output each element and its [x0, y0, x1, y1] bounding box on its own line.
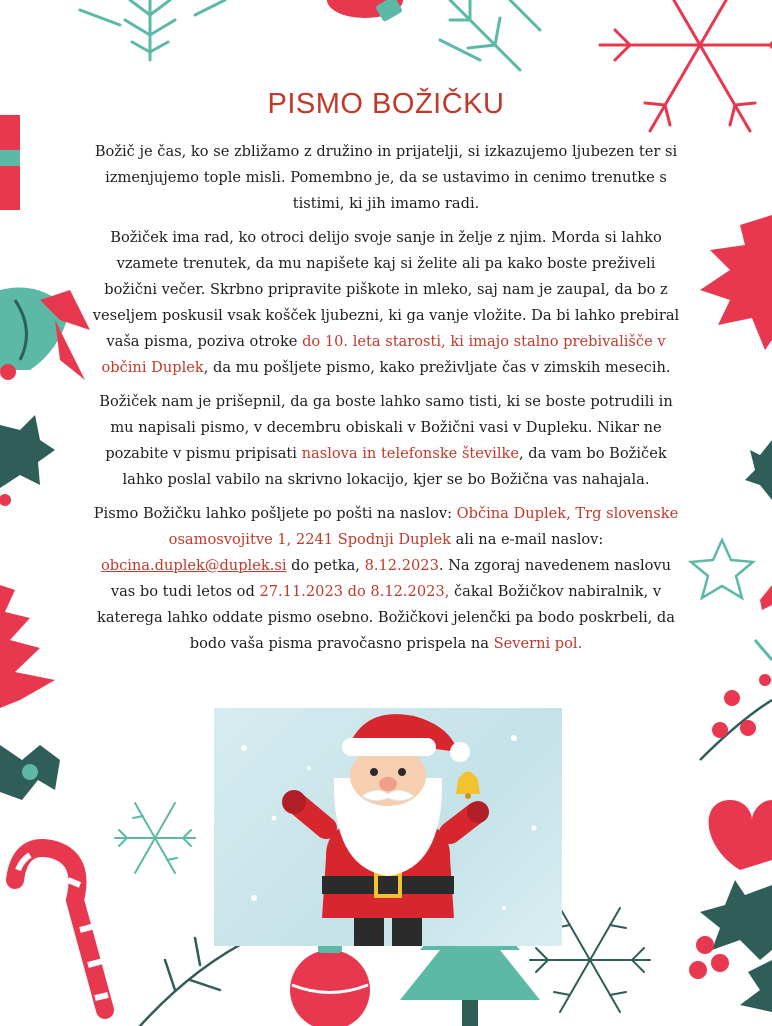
bow-icon: [0, 745, 60, 800]
destination-highlight: Severni pol.: [493, 635, 583, 652]
paragraph-send-instructions: [88, 501, 684, 657]
email-link[interactable]: obcina.duplek@duplek.si: [100, 557, 287, 574]
paragraph-invitation: [88, 225, 684, 381]
snowflake-icon: [80, 0, 225, 60]
page-title: PISMO BOŽIČKU: [267, 88, 505, 120]
paragraph-text: , da mu pošljete pismo, kako preživljate čas v zimskih mesecih.: [203, 359, 671, 376]
snowflake-icon: [440, 0, 540, 70]
snowflake-icon: [115, 803, 195, 873]
paragraph-text: čakal Božičkov nabiralnik, v katerega lahko oddate pismo osebno. Božičkovi jelenčki pa bodo poskrbeli, da bodo vaša pisma pravočasno prispela na: [97, 583, 675, 652]
candy-cane-icon: [15, 848, 108, 1010]
paragraph-text: Božiček ima rad, ko otroci delijo svoje sanje in želje z njim. Morda si lahko vzamete trenutek, da mu napišete kaj si želite ali pa kako boste preživeli božični večer. Skrbno pripravite piškote in mleko, saj nam je zaupal, da bo z veseljem poskusil vsak košček ljubezni, ki ga vanje vložite. Da bi lahko prebiral vaša pisma, poziva otroke: [92, 229, 680, 350]
paragraph-text: . Na zgoraj navedenem naslovu vas bo tudi letos od: [110, 557, 672, 600]
contact-info-highlight: naslova in telefonske številke: [301, 445, 519, 462]
ornament-icon: [327, 0, 403, 22]
ornament-icon: [290, 935, 370, 1026]
santa-illustration: [214, 708, 562, 946]
paragraph-text: do petka,: [286, 557, 365, 574]
paragraph-text: Božiček nam je prišepnil, da ga boste lahko samo tisti, ki se boste potrudili in mu napisali pismo, v decembru obiskali v Božični vasi v Dupleku. Nikar ne pozabite v pismu pripisati: [99, 393, 673, 462]
mailbox-period: 27.11.2023 do 8.12.2023,: [259, 583, 450, 600]
berry-branch-icon: [700, 640, 772, 760]
star-icon: [691, 540, 753, 598]
tree-icon: [0, 585, 55, 708]
postal-address: Občina Duplek, Trg slovenske osamosvojitve 1, 2241 Spodnji Duplek: [168, 505, 679, 548]
star-icon: [760, 585, 772, 610]
age-condition-highlight: do 10. leta starosti, ki imajo stalno prebivališče v občini Duplek: [101, 333, 666, 376]
bell-icon: [0, 288, 90, 381]
paragraph-intro: Božič je čas, ko se zbližamo z družino in prijatelji, si izkazujemo ljubezen ter si izmenjujemo tople misli. Pomembno je, da se ustavimo in cenimo trenutke s tistimi, ki jih imamo radi.: [94, 143, 678, 212]
gift-icon: [0, 115, 20, 210]
paragraph-visit: [88, 389, 684, 493]
holly-icon: [745, 440, 772, 500]
holly-icon: [689, 880, 772, 1012]
heart-icon: [709, 800, 772, 870]
paragraph-text: ali na e-mail naslov:: [450, 531, 604, 548]
deadline-date: 8.12.2023: [364, 557, 439, 574]
letter-content: [88, 88, 684, 665]
santa-icon: [214, 708, 562, 946]
paragraph-text: Pismo Božičku lahko pošljete po pošti na naslov:: [93, 505, 457, 522]
leaf-icon: [700, 215, 772, 350]
holly-icon: [0, 415, 55, 506]
paragraph-text: , da vam bo Božiček lahko poslal vabilo na skrivno lokacijo, kjer se bo Božična vas nahajala.: [122, 445, 667, 488]
